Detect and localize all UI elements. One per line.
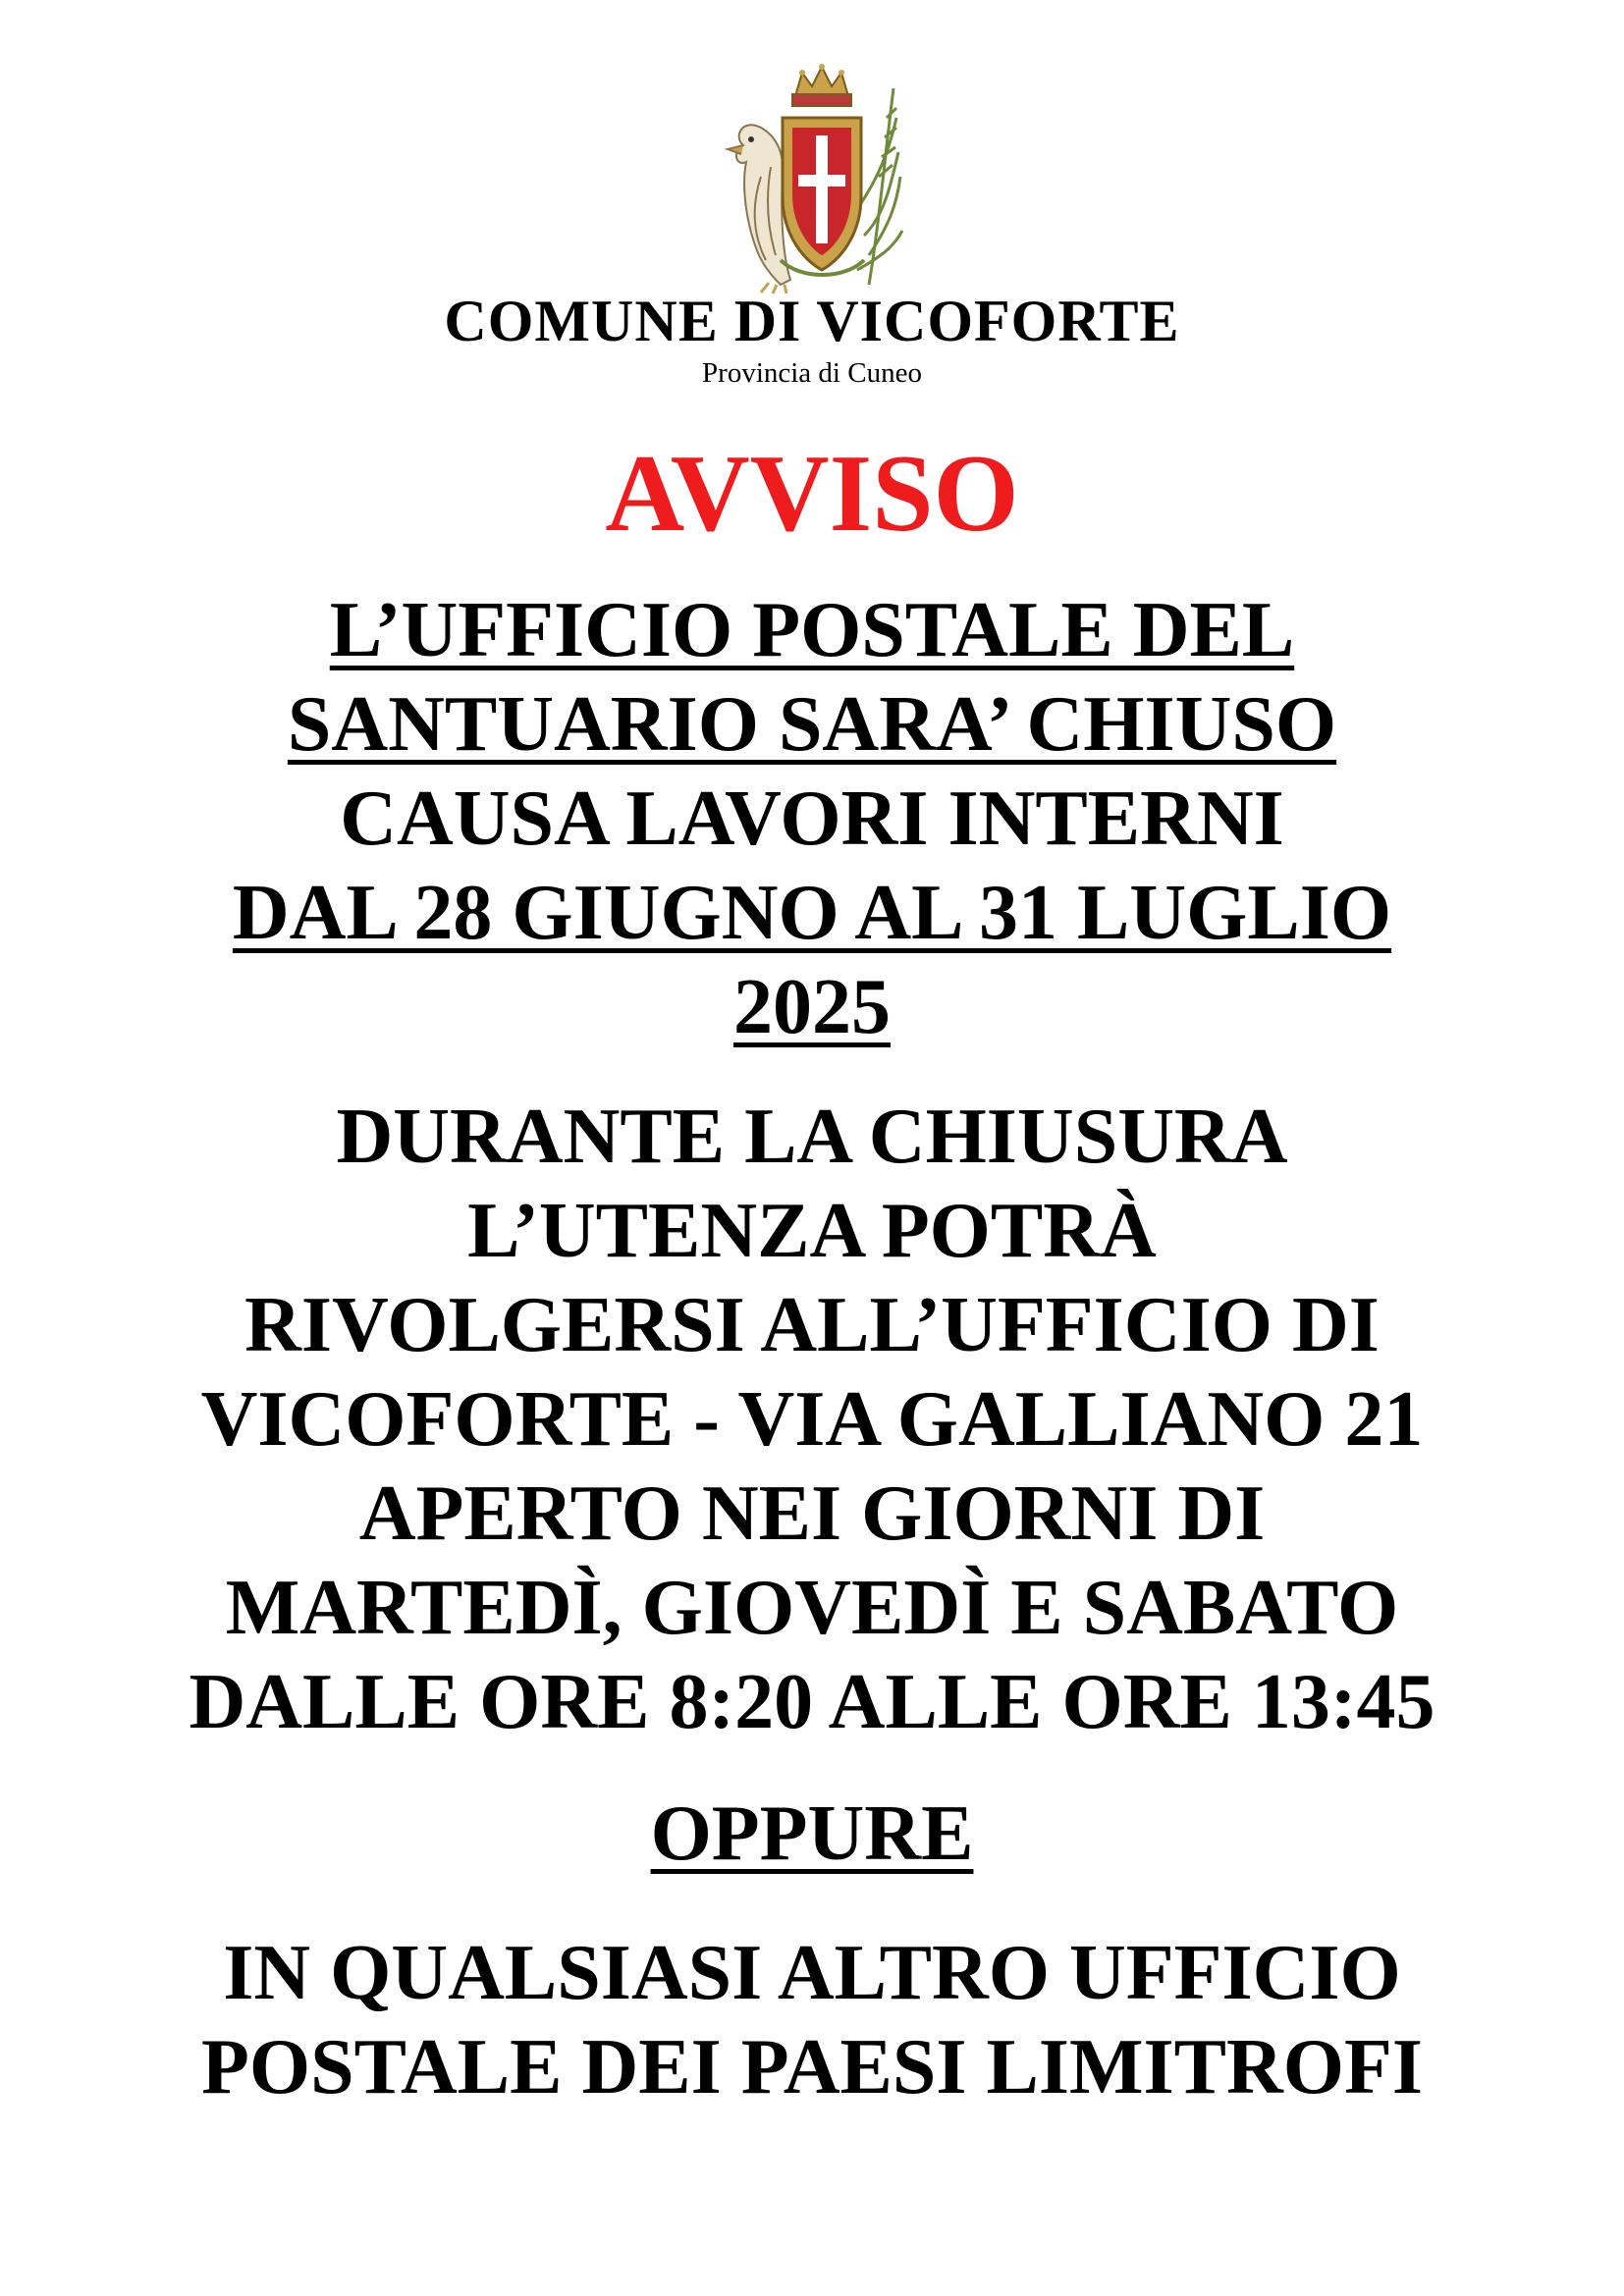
closure-line: DAL 28 GIUGNO AL 31 LUGLIO — [232, 870, 1392, 956]
other-line: POSTALE DEI PAESI LIMITROFI — [201, 2024, 1423, 2110]
closure-line: SANTUARIO SARA’ CHIUSO — [287, 681, 1337, 768]
closure-line: CAUSA LAVORI INTERNI — [340, 775, 1284, 862]
or-block — [0, 1787, 1624, 1881]
closure-line: 2025 — [733, 964, 891, 1050]
notice-title: AVVISO — [605, 433, 1019, 555]
alternative-line: MARTEDÌ, GIOVEDÌ E SABATO — [225, 1565, 1399, 1651]
alternative-line: RIVOLGERSI ALL’UFFICIO DI — [244, 1282, 1380, 1368]
closure-line: L’UFFICIO POSTALE DEL — [329, 587, 1295, 673]
alternative-line: L’UTENZA POTRÀ — [467, 1188, 1157, 1274]
or-label: OPPURE — [650, 1790, 974, 1877]
other-offices-block — [0, 1926, 1624, 2114]
alternative-office-block — [0, 1090, 1624, 1749]
closure-block — [0, 583, 1624, 1054]
coat-of-arms-icon — [722, 59, 903, 294]
province-name: Provincia di Cuneo — [702, 357, 922, 389]
alternative-line: APERTO NEI GIORNI DI — [358, 1470, 1266, 1557]
alternative-line: VICOFORTE - VIA GALLIANO 21 — [200, 1376, 1424, 1463]
municipality-name: COMUNE DI VICOFORTE — [444, 289, 1180, 353]
alternative-line: DURANTE LA CHIUSURA — [336, 1094, 1288, 1180]
alternative-line: DALLE ORE 8:20 ALLE ORE 13:45 — [189, 1659, 1435, 1745]
other-line: IN QUALSIASI ALTRO UFFICIO — [223, 1930, 1401, 2016]
